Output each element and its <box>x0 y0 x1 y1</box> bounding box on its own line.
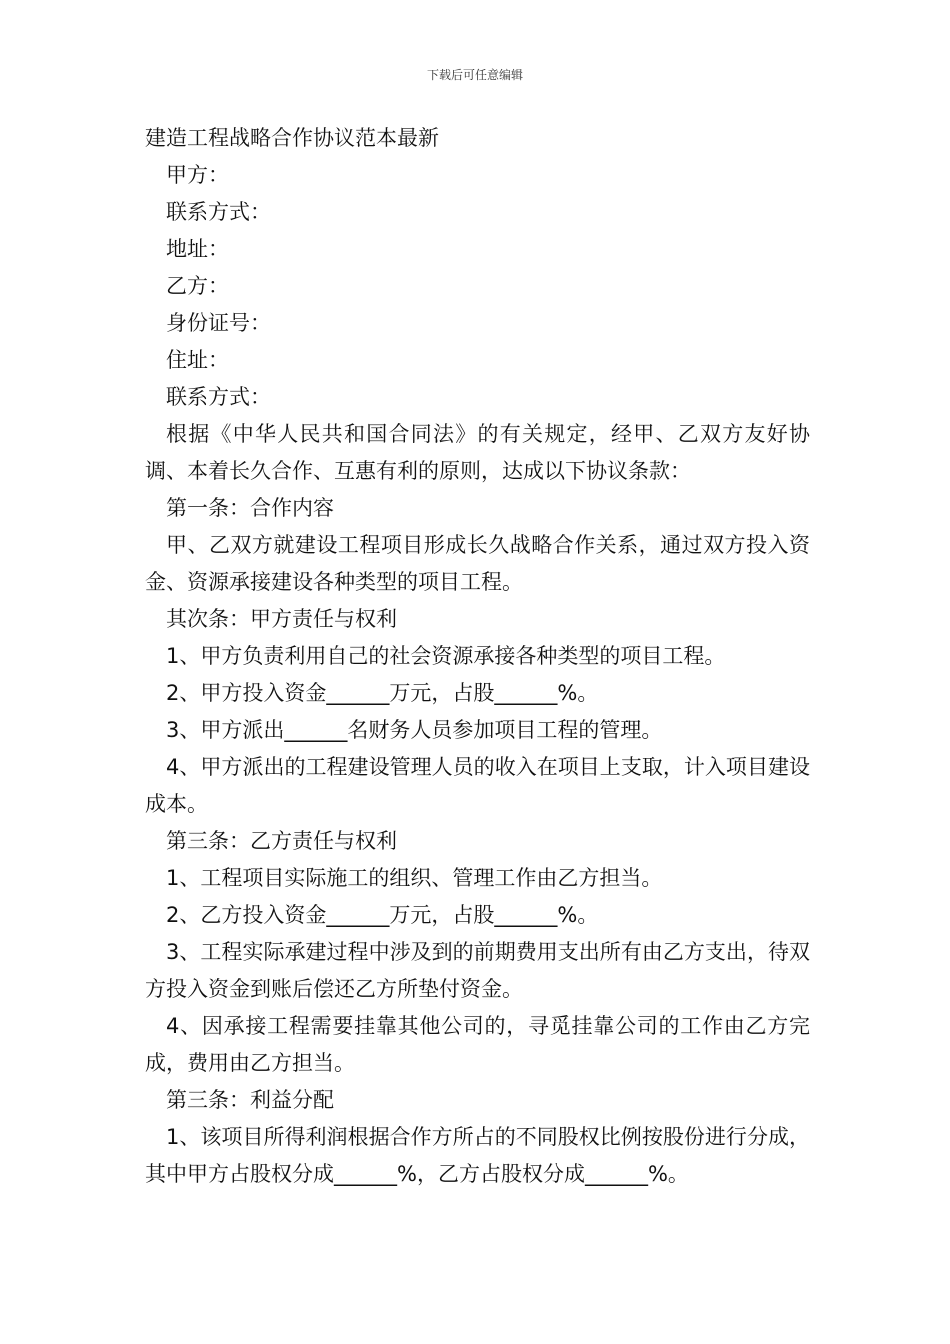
article-1-heading: 第一条：合作内容 <box>166 496 334 520</box>
document-title: 建造工程战略合作协议范本最新 <box>145 126 439 150</box>
party-b-id-label: 身份证号： <box>166 311 271 335</box>
article-3-item-3: 3、工程实际承建过程中涉及到的前期费用支出所有由乙方支出，待双方投入资金到账后偿还乙方所垫付资金。 <box>145 940 810 1001</box>
header-note: 下载后可任意编辑 <box>426 68 523 82</box>
party-b-label: 乙方： <box>166 274 229 298</box>
article-3-heading: 第三条：乙方责任与权利 <box>166 829 397 853</box>
article-2-item-3: 3、甲方派出______名财务人员参加项目工程的管理。 <box>166 718 663 742</box>
article-2-item-2: 2、甲方投入资金______万元，占股______%。 <box>166 681 599 705</box>
article-3-item-1: 1、工程项目实际施工的组织、管理工作由乙方担当。 <box>166 866 663 890</box>
party-a-label: 甲方： <box>166 163 229 187</box>
document-body <box>145 120 810 1193</box>
article-4-item-1: 1、该项目所得利润根据合作方所占的不同股权比例按股份进行分成，其中甲方占股权分成______%，乙方占股权分成______%。 <box>145 1125 810 1186</box>
article-4-heading: 第三条：利益分配 <box>166 1088 334 1112</box>
article-3-item-2: 2、乙方投入资金______万元，占股______%。 <box>166 903 599 927</box>
preamble-paragraph: 根据《中华人民共和国合同法》的有关规定，经甲、乙双方友好协调、本着长久合作、互惠有利的原则，达成以下协议条款： <box>145 422 810 483</box>
party-b-address-label: 住址： <box>166 348 229 372</box>
party-b-contact-label: 联系方式： <box>166 385 271 409</box>
article-3-item-4: 4、因承接工程需要挂靠其他公司的，寻觅挂靠公司的工作由乙方完成，费用由乙方担当。 <box>145 1014 810 1075</box>
party-a-address-label: 地址： <box>166 237 229 261</box>
party-a-contact-label: 联系方式： <box>166 200 271 224</box>
article-2-item-4: 4、甲方派出的工程建设管理人员的收入在项目上支取，计入项目建设成本。 <box>145 755 810 816</box>
article-2-item-1: 1、甲方负责利用自己的社会资源承接各种类型的项目工程。 <box>166 644 726 668</box>
article-2-heading: 其次条：甲方责任与权利 <box>166 607 397 631</box>
article-1-body: 甲、乙双方就建设工程项目形成长久战略合作关系，通过双方投入资金、资源承接建设各种类型的项目工程。 <box>145 533 810 594</box>
